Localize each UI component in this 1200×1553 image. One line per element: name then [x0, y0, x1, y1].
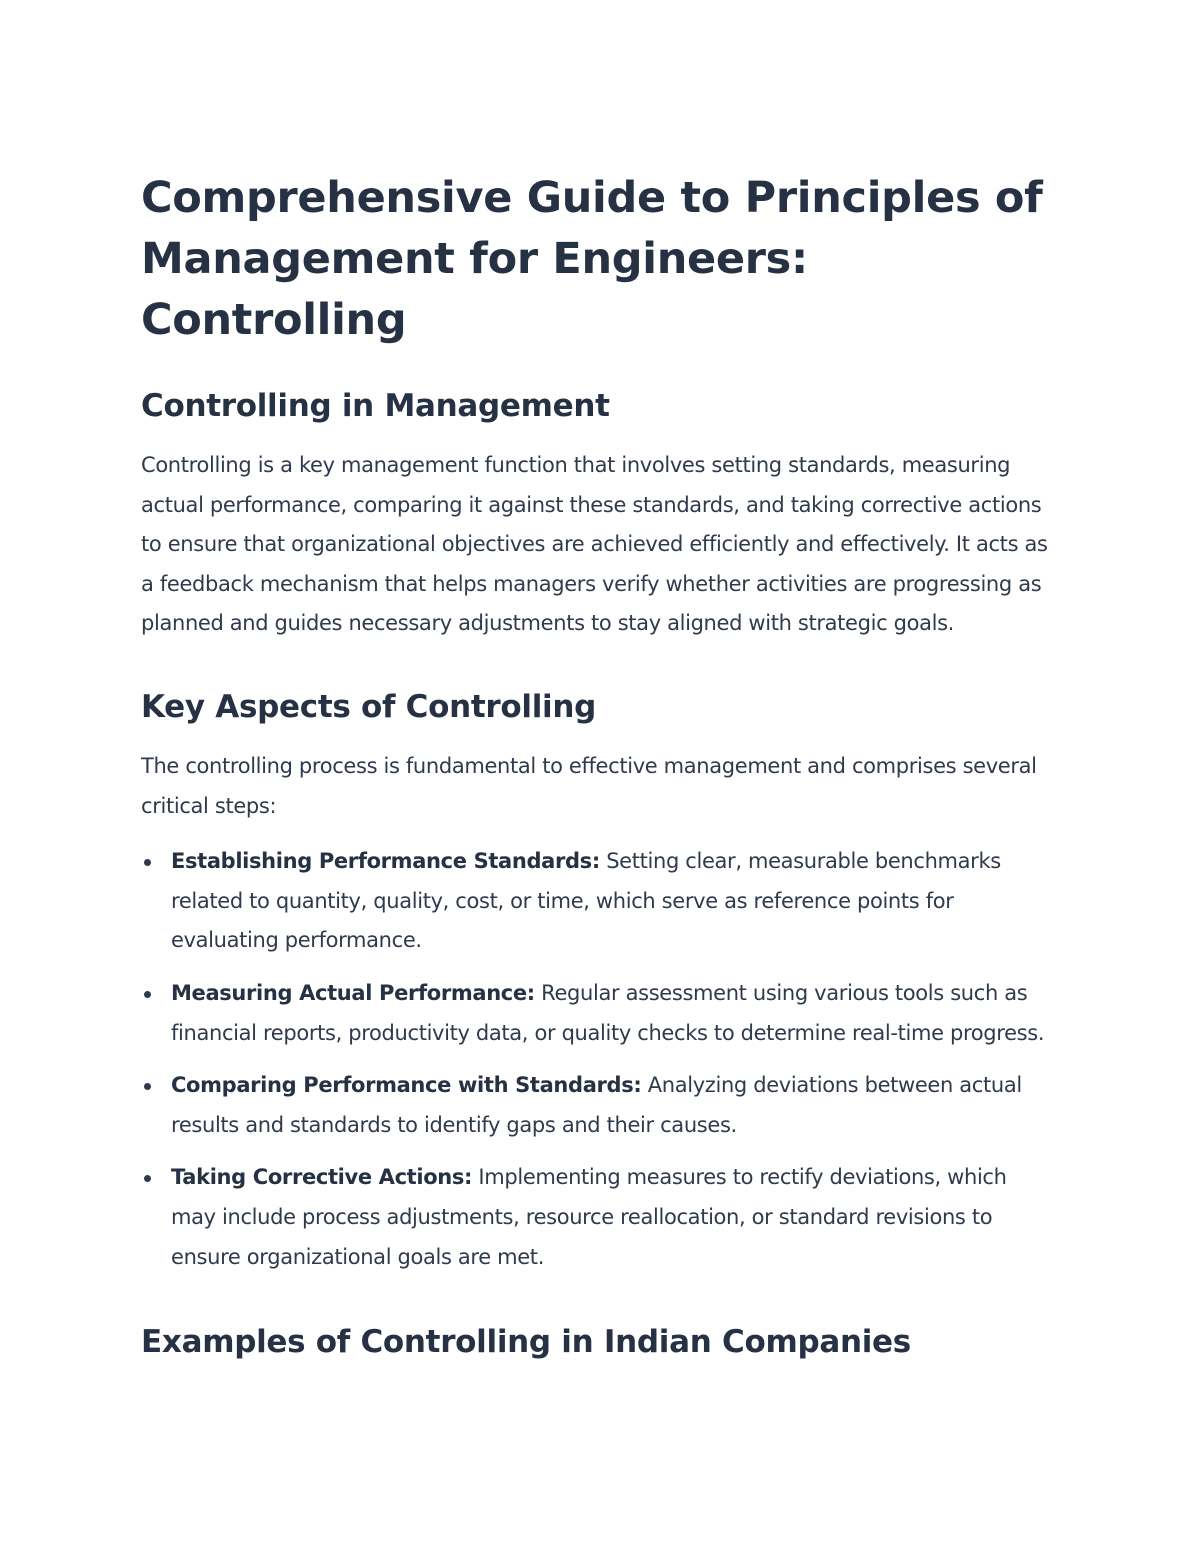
bullet-icon: [144, 1083, 151, 1090]
page-title: Comprehensive Guide to Principles of Management for Engineers: Controlling: [141, 173, 1043, 345]
list-item-term: Measuring Actual Performance:: [171, 980, 535, 1005]
list-item: [141, 1066, 1056, 1145]
bullet-icon: [144, 859, 151, 866]
list-item-term: Establishing Performance Standards:: [171, 849, 600, 874]
list-item: [141, 974, 1056, 1053]
key-aspects-list: [141, 842, 1056, 1277]
document-page: [141, 168, 1056, 1363]
bullet-icon: [144, 991, 151, 998]
bullet-icon: [144, 1175, 151, 1182]
section-heading-key-aspects: Key Aspects of Controlling: [141, 688, 597, 725]
list-item-text: Regular assessment using various tools such as financial reports, productivity data, or quality checks to determine real-time progress.: [171, 980, 1045, 1045]
section-heading-controlling: Controlling in Management: [141, 388, 610, 424]
section-paragraph-controlling: Controlling is a key management function that involves setting standards, measuring actual performance, comparing it against these standards, and taking corrective actions to ensure that organizational objectives are achieved efficiently and effectively. It acts as a feedback mechanism that helps managers verify whether activities are progressing as planned and guides necessary adjustments to stay aligned with strategic goals.: [141, 453, 1048, 636]
list-item-term: Taking Corrective Actions:: [171, 1165, 473, 1190]
section-paragraph-key-aspects: The controlling process is fundamental to effective management and comprises several critical steps:: [141, 753, 1037, 818]
list-item-text: Analyzing deviations between actual results and standards to identify gaps and their causes.: [171, 1073, 1022, 1137]
list-item-term: Comparing Performance with Standards:: [171, 1073, 642, 1098]
list-item: [141, 1158, 1056, 1277]
list-item-text: Setting clear, measurable benchmarks related to quantity, quality, cost, or time, which serve as reference points for evaluating performance.: [171, 849, 1001, 953]
list-item-text: Implementing measures to rectify deviations, which may include process adjustments, resource reallocation, or standard revisions to ensure organizational goals are met.: [171, 1165, 1007, 1269]
list-item: [141, 842, 1056, 961]
section-heading-examples: Examples of Controlling in Indian Companies: [141, 1324, 911, 1361]
